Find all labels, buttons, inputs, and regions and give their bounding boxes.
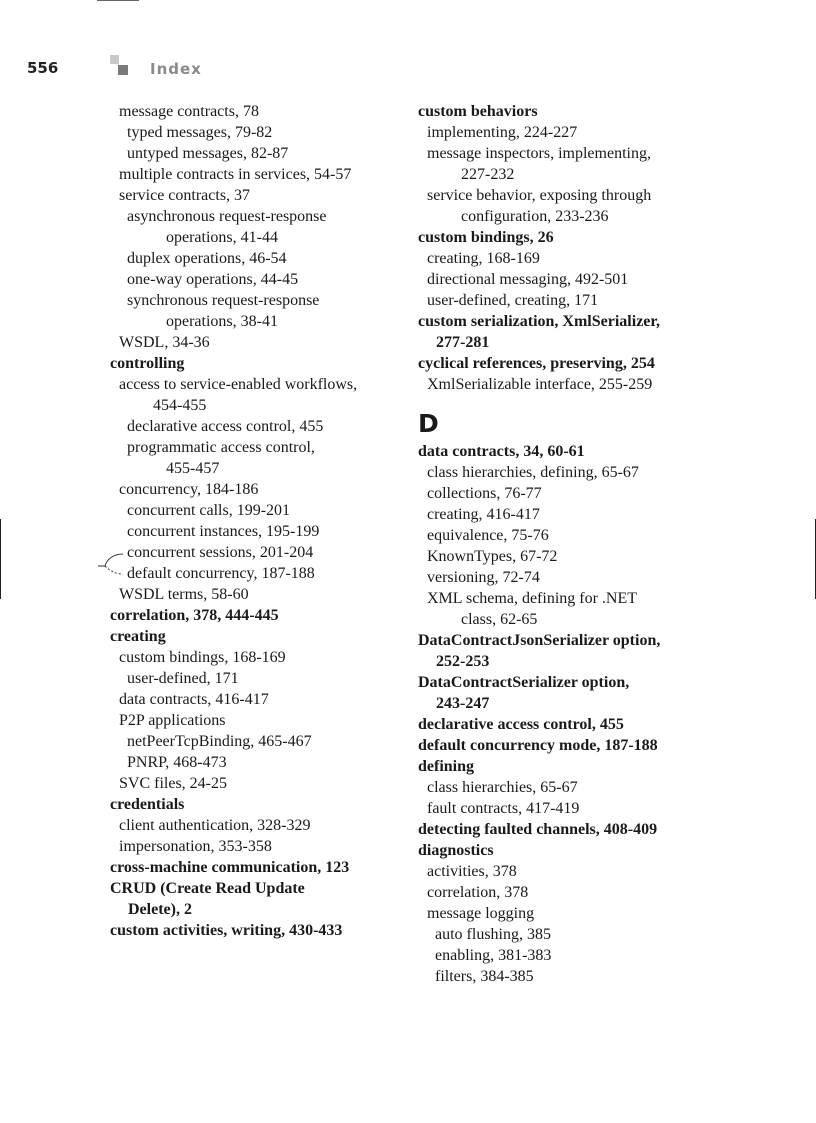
index-entry — [418, 248, 718, 269]
entry-text: access to service-enabled workflows, — [119, 376, 358, 393]
index-entry — [418, 374, 718, 395]
entry-text: one-way operations, 44-45 — [127, 271, 299, 288]
index-entry — [110, 332, 410, 353]
entry-text: collections, 76-77 — [427, 485, 542, 502]
index-entry — [110, 101, 410, 122]
index-entry — [418, 924, 718, 945]
entry-continuation: Delete), 2 — [128, 901, 192, 918]
section-letter: D — [418, 409, 439, 438]
index-heading — [418, 756, 718, 777]
entry-text: default concurrency, 187-188 — [127, 565, 315, 582]
entry-text: SVC files, 24-25 — [119, 775, 227, 792]
index-entry — [110, 710, 410, 731]
entry-text: activities, 378 — [427, 863, 517, 880]
entry-text: custom activities, writing, 430-433 — [110, 922, 343, 939]
index-entry — [110, 479, 410, 500]
entry-text: versioning, 72-74 — [427, 569, 540, 586]
entry-text: filters, 384-385 — [435, 968, 534, 985]
index-marker-icon — [110, 55, 130, 77]
index-column-right — [418, 101, 718, 987]
index-heading — [418, 630, 718, 672]
entry-text: WSDL, 34-36 — [119, 334, 210, 351]
entry-text: correlation, 378, 444-445 — [110, 607, 279, 624]
index-entry — [110, 437, 410, 479]
entry-continuation: operations, 41-44 — [166, 229, 278, 246]
entry-text: typed messages, 79-82 — [127, 124, 273, 141]
entry-text: auto flushing, 385 — [435, 926, 551, 943]
index-heading — [418, 714, 718, 735]
index-entry — [418, 122, 718, 143]
index-entry — [110, 500, 410, 521]
index-entry — [110, 773, 410, 794]
entry-text: cyclical references, preserving, 254 — [418, 355, 655, 372]
entry-continuation: 277-281 — [436, 334, 490, 351]
entry-text: correlation, 378 — [427, 884, 529, 901]
running-head-title: Index — [150, 60, 202, 78]
index-entry — [418, 185, 718, 227]
entry-text: declarative access control, 455 — [418, 716, 624, 733]
index-entry — [110, 185, 410, 206]
entry-text: creating, 416-417 — [427, 506, 540, 523]
index-entry — [110, 143, 410, 164]
entry-text: equivalence, 75-76 — [427, 527, 549, 544]
index-entry — [110, 731, 410, 752]
entry-text: creating — [110, 628, 166, 645]
index-entry — [110, 689, 410, 710]
entry-text: implementing, 224-227 — [427, 124, 578, 141]
index-entry — [418, 462, 718, 483]
page-number: 556 — [27, 59, 59, 77]
entry-text: asynchronous request-response — [127, 208, 327, 225]
entry-text: controlling — [110, 355, 185, 372]
entry-text: DataContractSerializer option, — [418, 674, 630, 691]
index-heading — [110, 605, 410, 626]
index-heading — [418, 353, 718, 374]
entry-continuation: operations, 38-41 — [166, 313, 278, 330]
entry-text: concurrent calls, 199-201 — [127, 502, 291, 519]
entry-text: message contracts, 78 — [119, 103, 259, 120]
entry-continuation: 227-232 — [461, 166, 515, 183]
top-rule — [97, 0, 139, 1]
index-entry — [418, 567, 718, 588]
index-heading — [110, 353, 410, 374]
index-entry — [110, 563, 410, 584]
entry-text: service contracts, 37 — [119, 187, 251, 204]
index-entry — [418, 861, 718, 882]
entry-text: custom serialization, XmlSerializer, — [418, 313, 661, 330]
entry-text: data contracts, 34, 60-61 — [418, 443, 585, 460]
entry-text: custom bindings, 26 — [418, 229, 554, 246]
entry-text: WSDL terms, 58-60 — [119, 586, 249, 603]
entry-text: cross-machine communication, 123 — [110, 859, 350, 876]
index-entry — [110, 416, 410, 437]
index-entry — [110, 752, 410, 773]
index-entry — [110, 164, 410, 185]
margin-line-left — [0, 519, 1, 599]
index-entry — [418, 143, 718, 185]
index-entry — [418, 290, 718, 311]
entry-continuation: configuration, 233-236 — [461, 208, 609, 225]
entry-text: PNRP, 468-473 — [127, 754, 227, 771]
entry-text: service behavior, exposing through — [427, 187, 652, 204]
index-entry — [418, 546, 718, 567]
entry-text: duplex operations, 46-54 — [127, 250, 287, 267]
index-heading — [418, 840, 718, 861]
index-heading — [418, 441, 718, 462]
index-heading — [110, 626, 410, 647]
index-entry — [110, 248, 410, 269]
index-column-left — [110, 101, 410, 941]
index-entry — [418, 966, 718, 987]
entry-text: declarative access control, 455 — [127, 418, 324, 435]
entry-text: XmlSerializable interface, 255-259 — [427, 376, 653, 393]
index-entry — [110, 290, 410, 332]
entry-text: untyped messages, 82-87 — [127, 145, 289, 162]
entry-text: impersonation, 353-358 — [119, 838, 272, 855]
entry-text: programmatic access control, — [127, 439, 315, 456]
entry-text: custom bindings, 168-169 — [119, 649, 286, 666]
entry-text: directional messaging, 492-501 — [427, 271, 629, 288]
entry-text: multiple contracts in services, 54-57 — [119, 166, 352, 183]
entry-text: custom behaviors — [418, 103, 538, 120]
index-heading — [418, 672, 718, 714]
entry-text: DataContractJsonSerializer option, — [418, 632, 661, 649]
entry-text: concurrent sessions, 201-204 — [127, 544, 314, 561]
index-heading — [418, 101, 718, 122]
index-entry — [418, 525, 718, 546]
index-entry — [418, 945, 718, 966]
index-entry — [418, 504, 718, 525]
index-entry — [110, 374, 410, 416]
entry-text: detecting faulted channels, 408-409 — [418, 821, 658, 838]
entry-text: concurrency, 184-186 — [119, 481, 259, 498]
entry-text: XML schema, defining for .NET — [427, 590, 638, 607]
index-heading — [418, 311, 718, 353]
entry-text: fault contracts, 417-419 — [427, 800, 580, 817]
entry-text: synchronous request-response — [127, 292, 320, 309]
index-heading — [110, 878, 410, 920]
index-entry — [110, 521, 410, 542]
index-entry — [418, 882, 718, 903]
entry-text: CRUD (Create Read Update — [110, 880, 305, 897]
index-heading — [418, 819, 718, 840]
index-entry — [110, 836, 410, 857]
entry-text: class hierarchies, 65-67 — [427, 779, 578, 796]
index-heading — [110, 920, 410, 941]
index-entry — [418, 483, 718, 504]
index-entry — [110, 584, 410, 605]
index-heading — [418, 227, 718, 248]
index-entry — [110, 647, 410, 668]
entry-text: enabling, 381-383 — [435, 947, 552, 964]
index-entry — [110, 122, 410, 143]
entry-text: user-defined, creating, 171 — [427, 292, 599, 309]
entry-continuation: 252-253 — [436, 653, 490, 670]
entry-text: concurrent instances, 195-199 — [127, 523, 320, 540]
index-entry — [110, 815, 410, 836]
index-entry — [418, 798, 718, 819]
entry-text: data contracts, 416-417 — [119, 691, 269, 708]
entry-text: diagnostics — [418, 842, 494, 859]
entry-text: defining — [418, 758, 475, 775]
index-entry — [418, 777, 718, 798]
entry-text: message inspectors, implementing, — [427, 145, 651, 162]
index-entry — [110, 668, 410, 689]
entry-text: netPeerTcpBinding, 465-467 — [127, 733, 312, 750]
index-entry — [110, 206, 410, 248]
entry-text: KnownTypes, 67-72 — [427, 548, 558, 565]
entry-continuation: 243-247 — [436, 695, 490, 712]
entry-text: default concurrency mode, 187-188 — [418, 737, 658, 754]
entry-text: creating, 168-169 — [427, 250, 540, 267]
index-heading — [418, 735, 718, 756]
entry-continuation: class, 62-65 — [461, 611, 538, 628]
index-heading — [110, 794, 410, 815]
entry-text: client authentication, 328-329 — [119, 817, 311, 834]
index-entry — [418, 269, 718, 290]
entry-text: message logging — [427, 905, 535, 922]
entry-text: P2P applications — [119, 712, 226, 729]
entry-text: user-defined, 171 — [127, 670, 239, 687]
entry-continuation: 455-457 — [166, 460, 220, 477]
index-heading — [110, 857, 410, 878]
index-entry — [418, 588, 718, 630]
entry-continuation: 454-455 — [153, 397, 207, 414]
index-entry — [110, 269, 410, 290]
entry-text: credentials — [110, 796, 185, 813]
index-entry — [418, 903, 718, 924]
index-entry — [110, 542, 410, 563]
entry-text: class hierarchies, defining, 65-67 — [427, 464, 639, 481]
